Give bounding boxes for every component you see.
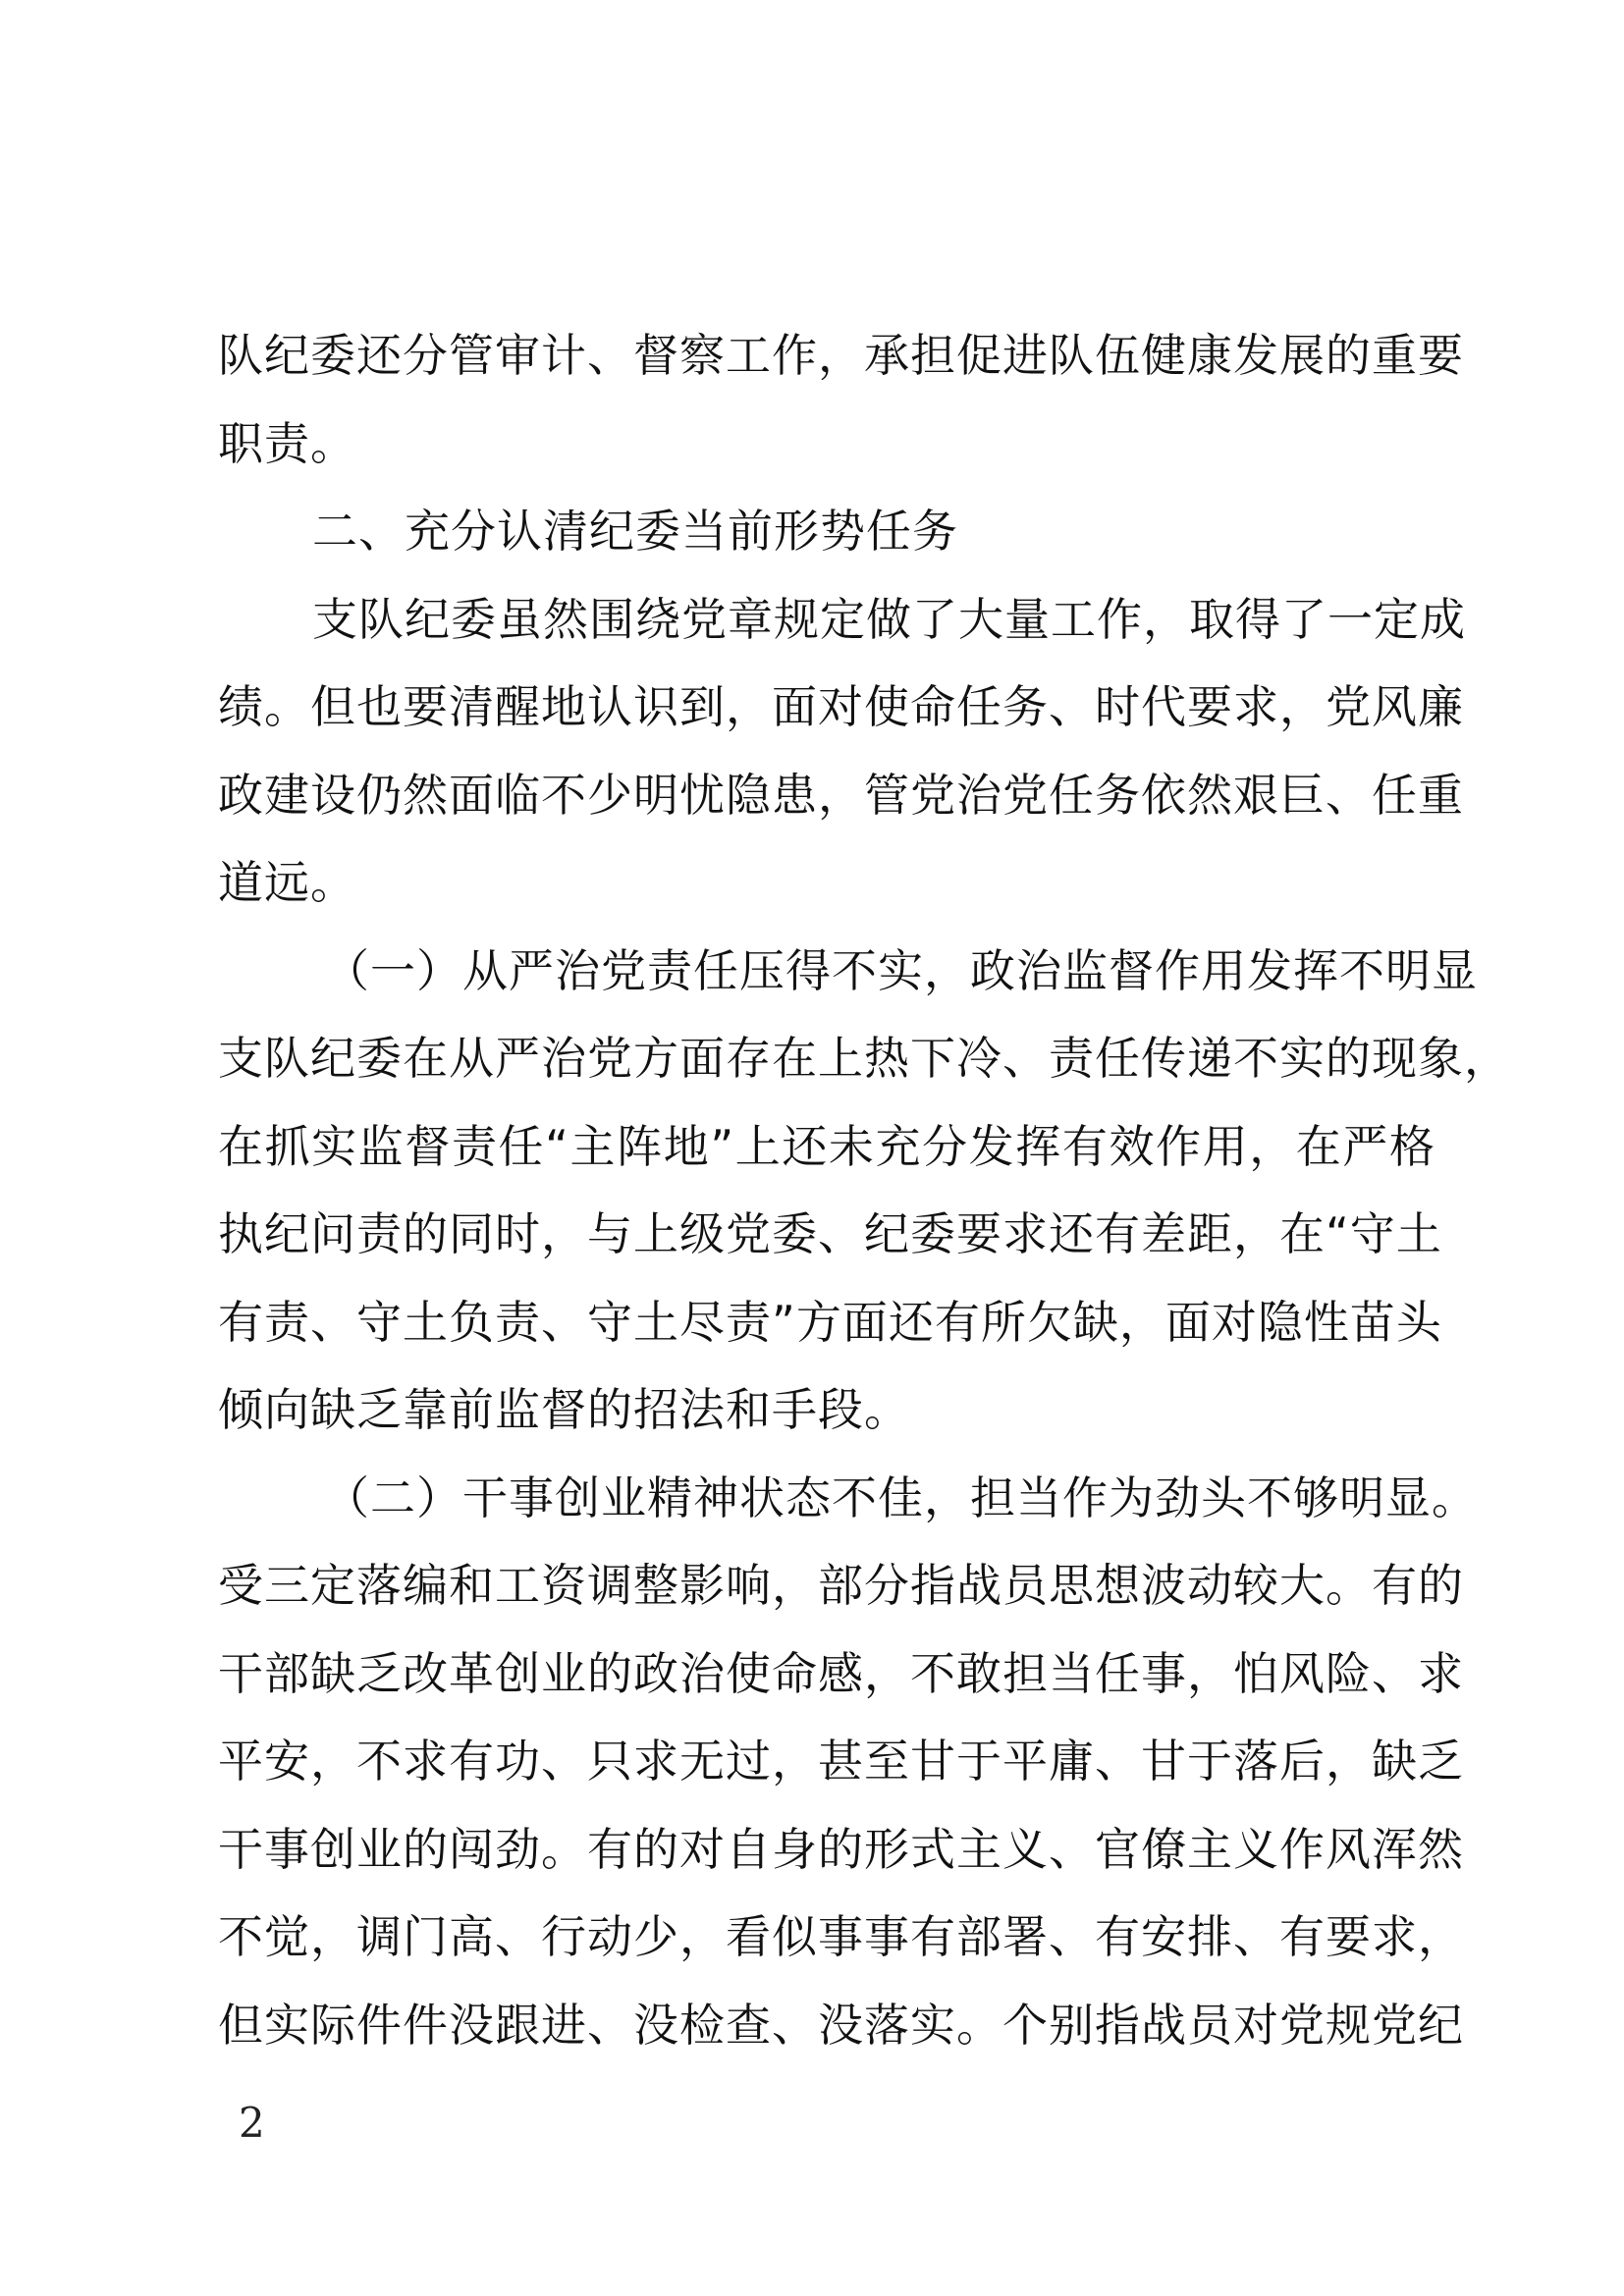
text-line: 不觉，调门高、行动少，看似事事有部署、有安排、有要求， (218, 1910, 1464, 1963)
section-heading: 二、充分认清纪委当前形势任务 (312, 505, 958, 558)
text-line: 干事创业的闯劲。有的对自身的形式主义、官僚主义作风浑然 (218, 1822, 1464, 1876)
text-line: 干部缺乏改革创业的政治使命感，不敢担当任事，怕风险、求 (218, 1646, 1464, 1700)
text-line: 支队纪委在从严治党方面存在上热下冷、责任传递不实的现象， (218, 1032, 1510, 1085)
text-line: 队纪委还分管审计、督察工作，承担促进队伍健康发展的重要 (218, 329, 1464, 382)
text-line: 受三定落编和工资调整影响，部分指战员思想波动较大。有的 (218, 1559, 1464, 1612)
text-line: 但实际件件没跟进、没检查、没落实。个别指战员对党规党纪 (218, 1998, 1464, 2052)
text-line: 政建设仍然面临不少明忧隐患，管党治党任务依然艰巨、任重 (218, 768, 1464, 822)
text-line: 支队纪委虽然围绕党章规定做了大量工作，取得了一定成 (312, 592, 1466, 646)
text-line: 在抓实监督责任“主阵地”上还未充分发挥有效作用，在严格 (218, 1119, 1435, 1173)
text-line: 执纪问责的同时，与上级党委、纪委要求还有差距，在“守土 (218, 1207, 1442, 1260)
page-number: 2 (239, 2099, 265, 2147)
body-text (218, 312, 1510, 2069)
text-line: 绩。但也要清醒地认识到，面对使命任务、时代要求，党风廉 (218, 680, 1464, 733)
text-line: 道远。 (218, 856, 356, 909)
text-line: 有责、守土负责、守土尽责”方面还有所欠缺，面对隐性苗头 (218, 1295, 1442, 1349)
subsection-heading: （二）干事创业精神状态不佳，担当作为劲头不够明显。 (324, 1470, 1478, 1524)
text-line: 平安，不求有功、只求无过，甚至甘于平庸、甘于落后，缺乏 (218, 1735, 1464, 1788)
text-line: 职责。 (218, 416, 356, 470)
text-line: 倾向缺乏靠前监督的招法和手段。 (218, 1383, 910, 1436)
subsection-heading: （一）从严治党责任压得不实，政治监督作用发挥不明显 (324, 943, 1478, 997)
